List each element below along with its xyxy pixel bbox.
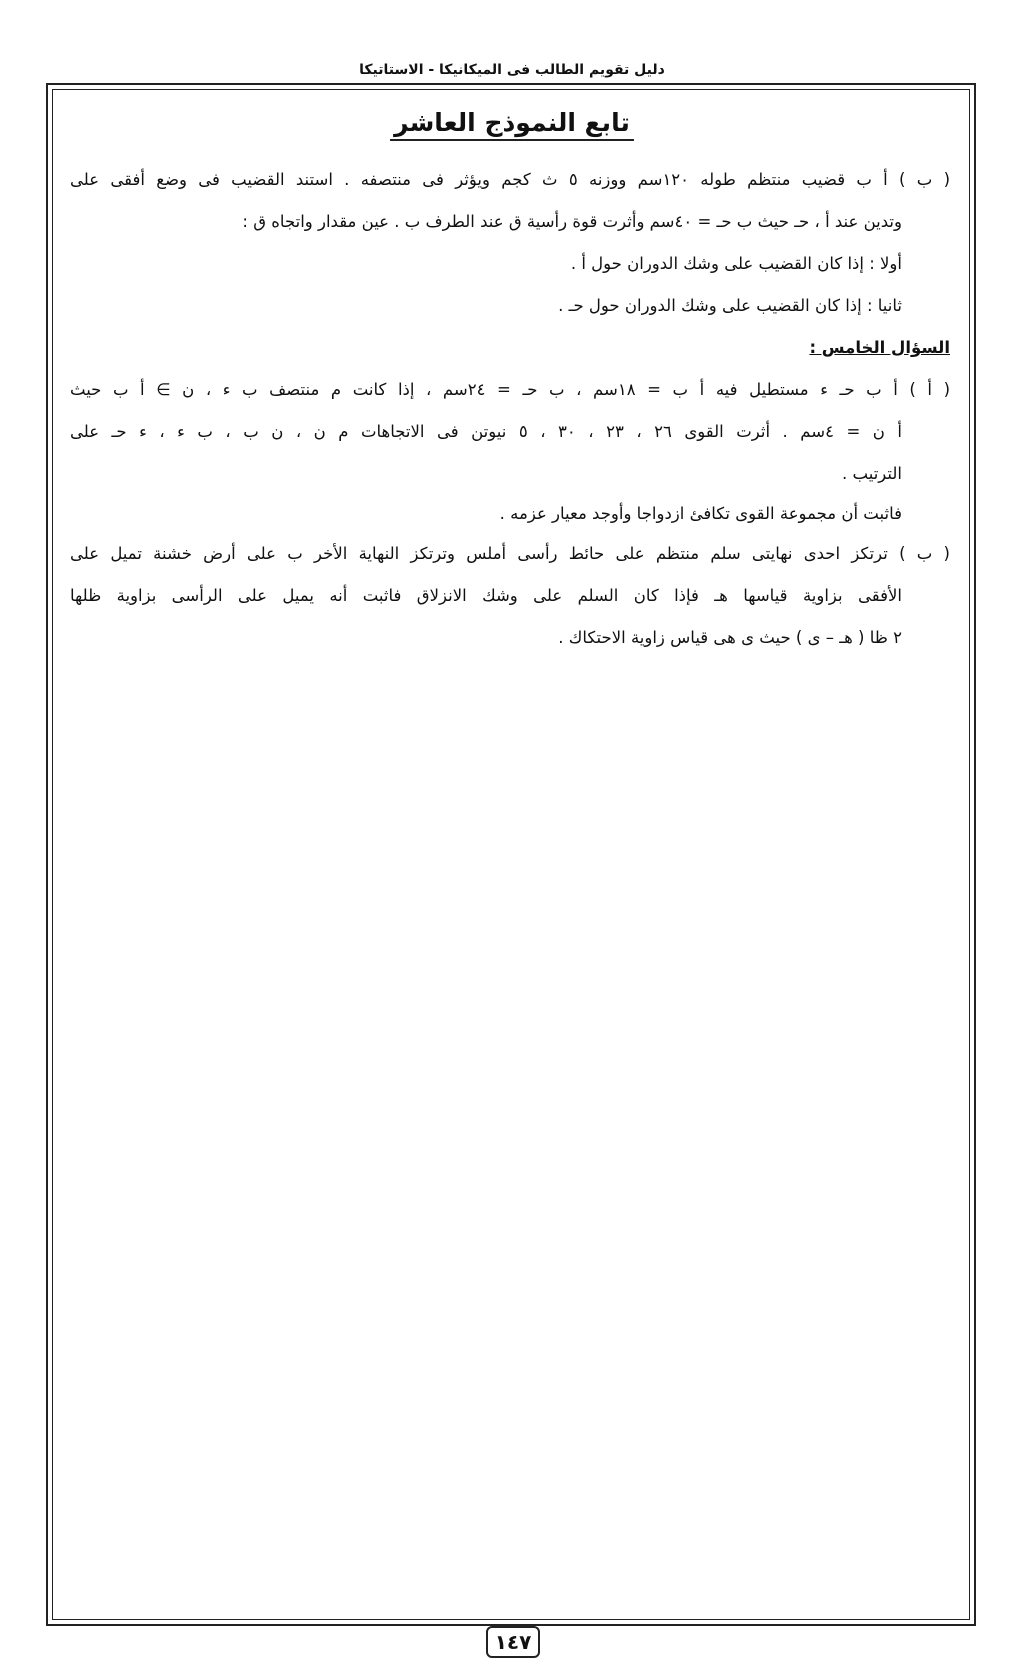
question-5-a-line-2: أ ن = ٤سم . أثرت القوى ٢٦ ، ٢٣ ، ٣٠ ، ٥ نيوتن فى الاتجاهات م ن ، ن ب ، ب ء ، ء حـ على	[70, 422, 902, 441]
problem-b-line-1: ( ب ) أ ب قضيب منتظم طوله ١٢٠سم ووزنه ٥ ث كجم ويؤثر فى منتصفه . استند القضيب فى وضع أفقى على	[70, 170, 951, 189]
problem-b-case-first: أولا : إذا كان القضيب على وشك الدوران حول أ .	[570, 254, 902, 273]
question-5-a-line-1: ( أ ) أ ب حـ ء مستطيل فيه أ ب = ١٨سم ، ب حـ = ٢٤سم ، إذا كانت م منتصف ب ء ، ن ∋ أ ب حيث	[70, 380, 951, 399]
question-5-heading: السؤال الخامس :	[809, 338, 950, 357]
question-5-b-line-3: ٢ ظا ( هـ – ى ) حيث ى هى قياس زاوية الاحتكاك .	[558, 628, 902, 647]
page-title	[0, 108, 1024, 137]
question-5-a-line-3: الترتيب .	[842, 464, 902, 483]
running-header: دليل تقويم الطالب فى الميكانيكا - الاستاتيكا	[359, 62, 665, 78]
problem-b-case-second: ثانيا : إذا كان القضيب على وشك الدوران حول حـ .	[558, 296, 902, 315]
problem-b-line-2: وتدين عند أ ، حـ حيث ب حـ = ٤٠سم وأثرت قوة رأسية ق عند الطرف ب . عين مقدار واتجاه ق :	[242, 212, 902, 231]
question-5-a-line-4: فاثبت أن مجموعة القوى تكافئ ازدواجا وأوجد معيار عزمه .	[499, 504, 902, 523]
question-5-b-line-1: ( ب ) ترتكز احدى نهايتى سلم منتظم على حائط رأسى أملس وترتكز النهاية الأخر ب على أرض خشنة تميل على	[70, 544, 950, 563]
page-frame-inner	[52, 89, 970, 1620]
page-number: ١٤٧	[486, 1626, 540, 1658]
question-5-b-line-2: الأفقى بزاوية قياسها هـ فإذا كان السلم على وشك الانزلاق فاثبت أنه يميل على الرأسى بزاوية ظلها	[70, 586, 902, 605]
page-title-text: تابع النموذج العاشر	[390, 108, 634, 141]
